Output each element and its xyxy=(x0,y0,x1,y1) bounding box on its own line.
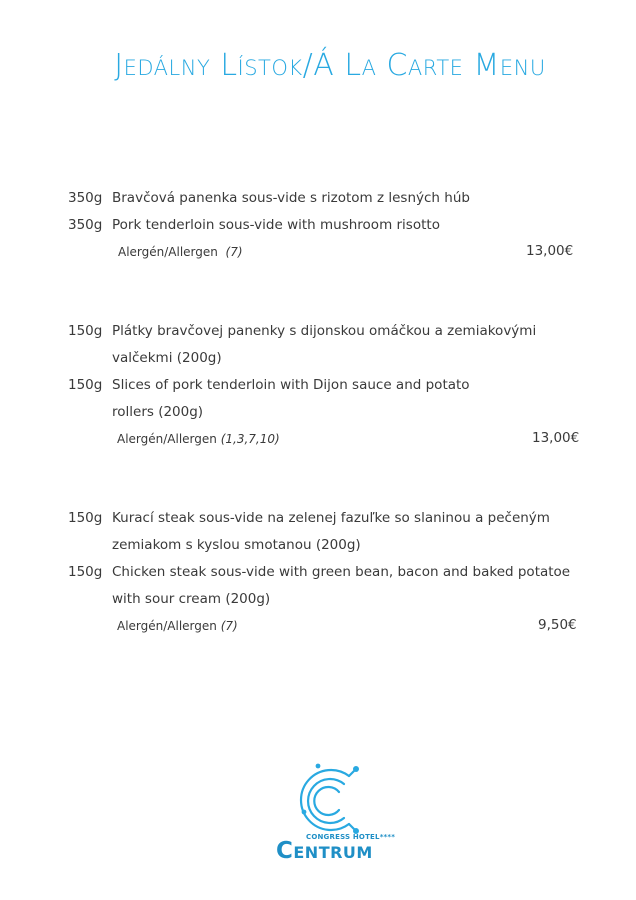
allergen-row xyxy=(68,239,588,266)
allergen-row xyxy=(68,613,588,640)
allergen-info xyxy=(117,432,280,446)
item-sk-line xyxy=(68,318,588,372)
item-weight: 350g xyxy=(68,217,103,233)
item-name-sk-part: Plátky bravčovej panenky s dijonskou omáčkou a zemiakovými xyxy=(112,323,537,339)
item-name-sk xyxy=(112,505,588,559)
allergen-codes: (7) xyxy=(220,619,238,633)
item-weight: 150g xyxy=(68,564,103,580)
item-name-sk xyxy=(112,318,588,372)
item-en-line xyxy=(68,372,588,426)
allergen-row xyxy=(68,426,588,453)
item-price: 9,50€ xyxy=(538,617,577,633)
item-price: 13,00€ xyxy=(532,430,580,446)
item-name-sk-part: Kurací steak sous-vide na zelenej fazuľke so slaninou a pečeným xyxy=(112,510,550,526)
allergen-label: Alergén/Allergen xyxy=(117,432,217,446)
page-title: Jedálny Lístok/Á La Carte Menu xyxy=(114,48,546,83)
item-name-en-part: rollers (200g) xyxy=(112,404,204,420)
allergen-label: Alergén/Allergen xyxy=(118,245,218,259)
menu-item xyxy=(68,318,588,453)
item-name-en xyxy=(112,559,588,613)
allergen-info xyxy=(117,619,238,633)
item-name-sk-part: zemiakom s kyslou smotanou (200g) xyxy=(112,537,361,553)
item-name-sk: Bravčová panenka sous-vide s rizotom z lesných húb xyxy=(112,190,470,206)
item-weight: 150g xyxy=(68,323,103,339)
item-name-en xyxy=(112,372,588,426)
allergen-codes: (1,3,7,10) xyxy=(220,432,280,446)
item-en-line xyxy=(68,212,588,239)
menu-item xyxy=(68,505,588,640)
item-weight: 350g xyxy=(68,190,103,206)
logo-subtitle: CONGRESS HOTEL**** xyxy=(306,833,396,841)
menu-item xyxy=(68,185,588,266)
logo-name: Centrum xyxy=(276,838,373,864)
item-name-en-part: Slices of pork tenderloin with Dijon sauce and potato xyxy=(112,377,470,393)
item-sk-line xyxy=(68,505,588,559)
allergen-codes: (7) xyxy=(225,245,243,259)
item-en-line xyxy=(68,559,588,613)
item-price: 13,00€ xyxy=(526,243,574,259)
item-name-sk-part: valčekmi (200g) xyxy=(112,350,222,366)
item-weight: 150g xyxy=(68,510,103,526)
item-name-en-part: with sour cream (200g) xyxy=(112,591,271,607)
item-sk-line xyxy=(68,185,588,212)
item-weight: 150g xyxy=(68,377,103,393)
item-name-en: Pork tenderloin sous-vide with mushroom risotto xyxy=(112,217,440,233)
item-name-en-part: Chicken steak sous-vide with green bean, bacon and baked potatoe xyxy=(112,564,571,580)
allergen-info xyxy=(118,245,243,259)
allergen-label: Alergén/Allergen xyxy=(117,619,217,633)
